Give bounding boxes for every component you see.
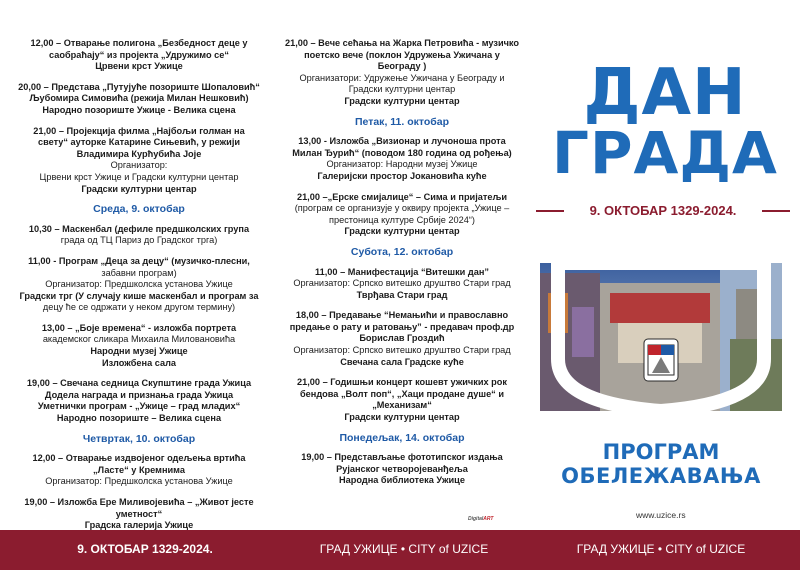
event-line: Додела награда и признања града Ужица <box>44 389 234 400</box>
event-line: Градски културни центар <box>81 183 197 194</box>
event-line: „Ласте“ у Кремнима <box>93 464 185 475</box>
event-line: 21,00 – Вече сећања на Жарка Петровића - музичко <box>284 38 520 48</box>
event-line: саобраћају“ из пројекта „Удружимо се“ <box>49 49 229 60</box>
footer-date: 9. ОКТОБАР 1329-2024. <box>77 542 213 556</box>
event-item <box>278 136 526 182</box>
event-line: Београду ) <box>377 61 427 72</box>
event-line: 12,00 – Отварање издвојеног одељења вртића <box>32 453 246 464</box>
event-line: забавни програм) <box>101 267 177 278</box>
event-item <box>278 267 526 302</box>
event-item <box>278 452 526 487</box>
event-line: престоница културе Србије 2024“) <box>329 214 475 225</box>
event-line: свету“ ауторке Катарине Сињевић, у режији <box>37 137 241 148</box>
event-line: Народни музеј Ужице <box>90 346 188 357</box>
program-title-line1: ПРОГРАМ <box>602 440 720 464</box>
event-line: Уметнички програм - „Ужице – град младих“ <box>37 401 241 412</box>
event-line: 21,00 – Пројекција филма „Најбољи голман на <box>33 125 245 136</box>
cover-title-line1: ДАН <box>583 56 747 130</box>
event-line: академског сликара Михаила Миловановића <box>42 334 236 345</box>
event-line: града од ТЦ Париз до Градског трга) <box>60 235 218 246</box>
event-line: 21,00 –„Ерске смијалице“ – Сима и пријатељи <box>296 191 508 202</box>
events-group <box>14 38 264 195</box>
program-column-left <box>14 38 264 541</box>
event-line: поетско вече (поклон Удружења Ужичана у <box>304 49 500 60</box>
event-line: Борислав Гроздић <box>359 333 445 344</box>
cover-date-band <box>532 202 794 220</box>
footer-city-right: ГРАД УЖИЦЕ • CITY of UZICE <box>576 542 746 556</box>
event-line: 19,00 – Свечана седница Скупштине града Ужица <box>26 378 252 389</box>
event-line: 18,00 – Предавање “Немањићи и православно <box>295 310 509 321</box>
event-line: уметност“ <box>115 508 163 519</box>
event-line: Милан Ђурић“ (поводом 180 година од рођења) <box>292 147 512 158</box>
event-line: Црвени крст Ужице и Градски културни центар <box>39 171 239 182</box>
event-line: бендова „Волт поп“, „Хаци продане душе“ и <box>300 388 504 399</box>
events-group <box>278 452 526 487</box>
event-item <box>14 256 264 314</box>
event-line: Градски трг (У случају кише маскенбал и програм за <box>19 290 259 301</box>
events-group <box>278 38 526 108</box>
event-line: Организатор: Предшколска установа Ужице <box>45 476 233 487</box>
day-heading: Понедељак, 14. октобар <box>339 431 465 444</box>
event-item <box>14 126 264 196</box>
printer-logo <box>468 516 493 522</box>
event-item <box>14 323 264 369</box>
event-item <box>14 453 264 488</box>
cover-title-line2: ГРАДА <box>552 119 778 187</box>
event-item <box>278 310 526 368</box>
event-item <box>14 224 264 247</box>
event-line: Народна библиотека Ужице <box>339 475 465 486</box>
cover-date: 9. ОКТОБАР 1329-2024. <box>589 203 737 218</box>
events-group <box>278 136 526 238</box>
program-column-middle <box>278 38 526 496</box>
day-heading: Среда, 9. октобар <box>93 203 185 216</box>
event-line: Црвени крст Ужице <box>95 61 183 72</box>
footer-bar <box>0 530 800 570</box>
event-item <box>278 377 526 423</box>
event-line: 21,00 – Годишњи концерт кошевт ужичких рок <box>297 377 507 388</box>
events-group <box>278 267 526 424</box>
event-line: Тврђава Стари град <box>356 289 448 300</box>
event-line: 19,00 – Изложба Ере Миливојевића – „Живот јесте <box>24 497 254 507</box>
event-item <box>14 82 264 117</box>
event-line: Организатор: Српско витешко друштво Стари град <box>293 278 511 289</box>
event-line: предање о рату и ратовању” - предавач проф.др <box>289 321 515 332</box>
day-heading: Четвртак, 10. октобар <box>82 432 196 445</box>
event-line: децу ће се одржати у неком другом термину) <box>42 302 236 313</box>
event-line: Изложбена сала <box>101 357 177 368</box>
event-line: Народно позориште – Велика сцена <box>56 413 222 424</box>
event-line: Организатори: Удружење Ужичана у Београду и <box>299 72 505 83</box>
day-heading: Субота, 12. октобар <box>350 245 454 258</box>
event-line: Организатор: Предшколска установа Ужице <box>45 279 233 290</box>
city-photo-collage <box>540 263 782 411</box>
printer-logo-part1: Digital <box>468 516 484 522</box>
event-line: Свечана сала Градске куће <box>340 356 464 367</box>
website-link[interactable]: www.uzice.rs <box>636 510 686 520</box>
event-line: Галеријски простор Јокановића куће <box>317 170 487 181</box>
event-line: 11,00 – Манифестација “Витешки дан” <box>315 266 489 277</box>
coat-of-arms-icon <box>644 339 678 381</box>
event-item <box>14 378 264 424</box>
event-item <box>14 38 264 73</box>
event-line: 20,00 – Представа „Путујуће позориште Шопаловић“ <box>18 81 260 92</box>
event-line: 13,00 - Изложба „Визионар и лучоноша прота <box>298 136 506 147</box>
printer-logo-part2: ART <box>483 516 494 522</box>
event-item <box>278 192 526 238</box>
event-line: Организатор: <box>110 160 168 171</box>
events-group <box>14 453 264 532</box>
event-line: Народно позориште Ужице - Велика сцена <box>42 104 236 115</box>
event-line: Владимира Курћубића Јоје <box>76 148 202 159</box>
event-line: 13,00 – „Боје времена“ - изложба портрета <box>41 322 237 333</box>
event-line: Рујанског четворојеванђеља <box>336 463 468 474</box>
event-item <box>14 497 264 532</box>
event-line: Организатор: Народни музеј Ужице <box>326 159 478 170</box>
events-group <box>14 224 264 425</box>
event-line: Градски културни центар <box>348 84 456 95</box>
event-line: Организатор: Српско витешко друштво Стари град <box>293 345 511 356</box>
program-title-line2: ОБЕЛЕЖАВАЊА <box>561 464 761 488</box>
event-line: Градски културни центар <box>344 226 460 237</box>
event-line: 11,00 - Програм „Деца за децу“ (музичко-плесни, <box>28 255 250 266</box>
event-line: (програм се организује у оквиру пројекта „Ужице – <box>294 203 510 214</box>
footer-city-middle: ГРАД УЖИЦЕ • CITY of UZICE <box>319 542 489 556</box>
event-line: Градска галерија Ужице <box>84 520 194 531</box>
event-line: „Механизам“ <box>372 400 432 411</box>
event-line: 19,00 – Представљање фототипског издања <box>301 452 503 463</box>
event-line: Градски културни центар <box>344 412 460 423</box>
event-line: 12,00 – Отварање полигона „Безбедност деце у <box>30 38 248 48</box>
day-heading: Петак, 11. октобар <box>354 115 450 128</box>
event-line: Љубомира Симовића (режија Милан Нешковић) <box>29 93 249 104</box>
event-line: 10,30 – Маскенбал (дефиле предшколских група <box>28 223 250 234</box>
event-line: Градски културни центар <box>344 95 460 106</box>
event-item <box>278 38 526 108</box>
